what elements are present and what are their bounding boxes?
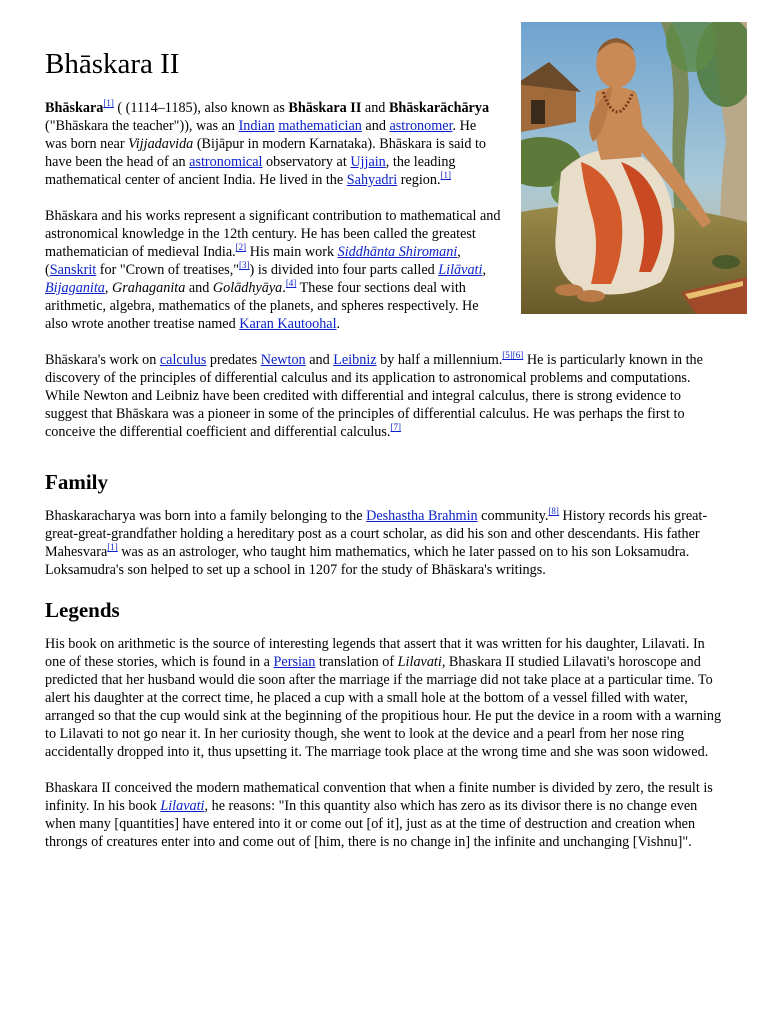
link-indian[interactable]: Indian — [238, 118, 275, 134]
link-lilavati[interactable]: Lilāvati — [438, 262, 483, 278]
link-siddhanta-shiromani[interactable]: Siddhānta Shiromani — [337, 244, 458, 260]
article — [45, 0, 725, 869]
image-float-spacer — [503, 207, 725, 307]
link-lilavati-book[interactable]: Lilavati — [160, 798, 205, 814]
link-mathematician[interactable]: mathematician — [278, 118, 362, 134]
link-sahyadri[interactable]: Sahyadri — [346, 172, 398, 188]
ref-link[interactable]: [2] — [235, 242, 247, 252]
link-calculus[interactable]: calculus — [159, 352, 207, 368]
legends-paragraph-1: His book on arithmetic is the source of interesting legends that assert that it was written for his daughter, Lilavati. In one of these stories, which is found in a Persian translation of Lilavati, Bhaskara II studied Lilavati's horoscope and predicted that her husband would die soon after the marriage if the marriage did not take place at a particular time. To alert his daughter at the correct time, he placed a cup with a small hole at the bottom of a vessel filled with water, arranged so that the cup would sink at the beginning of the propitious hour. He put the device in a room with a warning to Lilavati to not go near it. In her curiosity though, she went to look at the device and a pearl from her nose ring accidentally dropped into it, thus upsetting it. The marriage took place at the wrong time and she was soon widowed. — [45, 636, 722, 760]
ref-link[interactable]: [3] — [239, 260, 250, 270]
link-leibniz[interactable]: Leibniz — [333, 352, 377, 368]
link-ujjain[interactable]: Ujjain — [350, 154, 386, 170]
intro-paragraph-2: Bhāskara and his works represent a significant contribution to mathematical and astronomical knowledge in the 12th century. He has been called the greatest mathematician of medieval India.[2] His main work Siddhānta Shiromani, (Sanskrit for "Crown of treatises,"[3]) is divided into four parts called Lilāvati, Bijaganita, Grahaganita and Golādhyāya.[4] These four sections deal with arithmetic, algebra, mathematics of the planets, and spheres respectively. He also wrote another treatise named Karan Kautoohal. — [45, 207, 725, 333]
link-persian[interactable]: Persian — [273, 654, 316, 670]
link-astronomical[interactable]: astronomical — [189, 154, 263, 170]
link-astronomer[interactable]: astronomer — [389, 118, 453, 134]
link-karan-kautoohal[interactable]: Karan Kautoohal — [239, 316, 337, 332]
link-bijaganita[interactable]: Bijaganita — [45, 280, 105, 296]
family-paragraph: Bhaskaracharya was born into a family belonging to the Deshastha Brahmin community.[8] History records his great-great-great-grandfather holding a hereditary post as a court scholar, as did his son and other descendants. His father Mahesvara[1] was as an astrologer, who taught him mathematics, which he later passed on to his son Loksamudra. Loksamudra's son helped to set up a school in 1207 for the study of Bhāskara's writings. — [45, 506, 708, 578]
ref-link[interactable]: [4] — [285, 278, 297, 288]
section-heading-legends: Legends — [45, 598, 120, 622]
link-deshastha-brahmin[interactable]: Deshastha Brahmin — [366, 508, 478, 524]
ref-link[interactable]: [1] — [440, 170, 452, 180]
page-title: Bhāskara II — [45, 48, 180, 80]
legends-paragraph-2: Bhaskara II conceived the modern mathematical convention that when a finite number is divided by zero, the result is infinity. In his book Lilavati, he reasons: "In this quantity also which has zero as its divisor there is no change even when many [quantities] have entered into it or come out [of it], just as at the time of destruction and creation when throngs of creatures enter into and come out of [him, there is no change in] the infinite and unchanging [Vishnu]". — [45, 780, 713, 850]
subject-name: Bhāskara — [45, 100, 104, 116]
intro-paragraph-1: Bhāskara[1] ( (1114–1185), also known as Bhāskara II and Bhāskarāchārya ("Bhāskara the teacher")), was an Indian mathematician and astronomer. He was born near Vijjadavida (Bijāpur in modern Karnataka). Bhāskara is said to have been the head of an astronomical observatory at Ujjain, the leading mathematical center of ancient India. He lived in the Sahyadri region.[1] — [45, 98, 490, 188]
link-sanskrit[interactable]: Sanskrit — [49, 262, 97, 278]
section-heading-family: Family — [45, 470, 108, 494]
ref-link[interactable]: [1] — [107, 542, 118, 552]
ref-link[interactable]: [8] — [548, 506, 559, 516]
intro-paragraph-3: Bhāskara's work on calculus predates Newton and Leibniz by half a millennium.[5][6] He is particularly known in the discovery of the principles of differential calculus and its application to astronomical problems and computations. While Newton and Leibniz have been credited with differential and integral calculus, there is strong evidence to suggest that Bhāskara was a pioneer in some of the principles of differential calculus. He was perhaps the first to conceive the differential coefficient and differential calculus.[7] — [45, 350, 703, 440]
ref-link[interactable]: [1] — [103, 98, 114, 108]
ref-link[interactable]: [7] — [390, 422, 401, 432]
ref-link[interactable]: [5][6] — [502, 350, 524, 360]
link-newton[interactable]: Newton — [260, 352, 306, 368]
